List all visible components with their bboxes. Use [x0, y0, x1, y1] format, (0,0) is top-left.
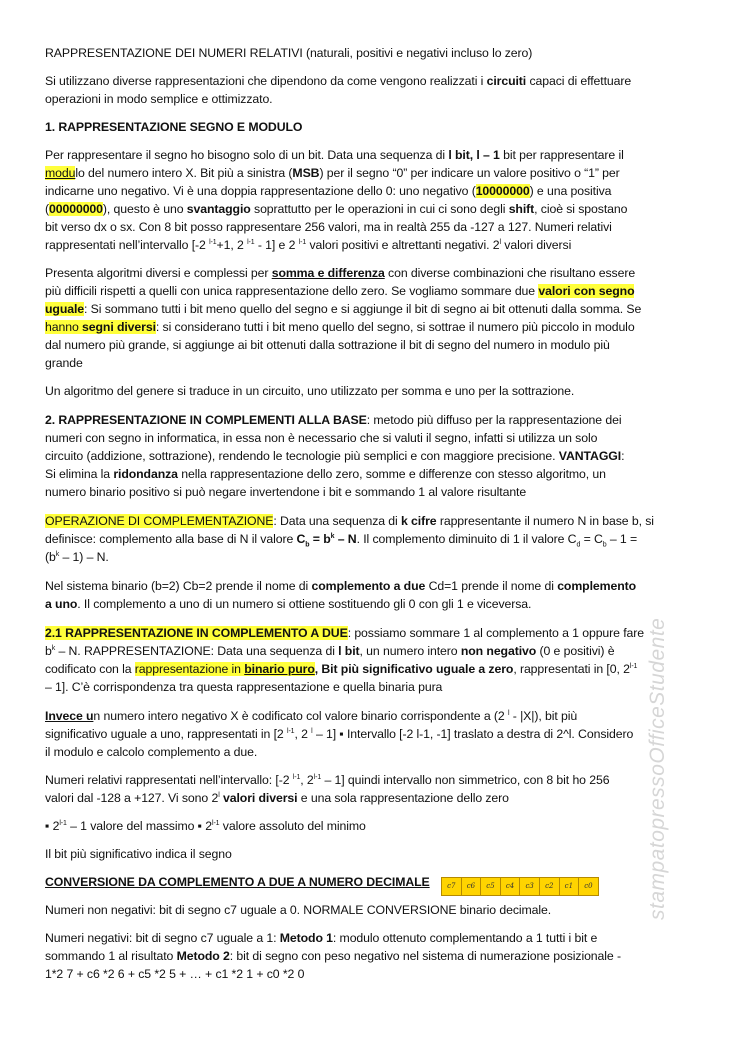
text-line: il modulo e calcolo complemento a due.	[45, 745, 258, 759]
paragraph-non-negativi: Numeri non negativi: bit di segno c7 uguale a 0. NORMALE CONVERSIONE binario decimale.	[45, 903, 552, 917]
section-heading-conversione: CONVERSIONE DA COMPLEMENTO A DUE A NUMERO DECIMALE	[45, 875, 430, 889]
text-line: 2.1 RAPPRESENTAZIONE IN COMPLEMENTO A DUE: possiamo sommare 1 al complemento a 1 oppure fare	[45, 626, 645, 640]
text-line: modulo del numero intero X. Bit più a sinistra (MSB) per il segno “0” per indicare un valore positivo o “1” per	[45, 166, 620, 180]
bit-cell: c1	[559, 878, 579, 895]
text-line: dal numero più grande, si aggiunge ai bit ottenuti dalla sottrazione il bit di segno del numero in modulo più	[45, 338, 610, 352]
text-line: definisce: complemento alla base di N il valore $C_b = b^k - N$. Il complemento diminuito di 1 il valore $C_d = C_b - 1$ =	[45, 532, 638, 549]
text-line: a uno. Il complemento a uno di un numero si ottiene sostituendo gli 0 con gli 1 e viceversa.	[45, 597, 532, 611]
text-line: $b^k$ – N. RAPPRESENTAZIONE: Data una sequenza di l bit, un numero intero non negativo (0 e positivi) è	[45, 644, 615, 658]
bit-cell: c4	[500, 878, 520, 895]
doc-title: RAPPRESENTAZIONE DEI NUMERI RELATIVI (naturali, positivi e negativi incluso lo zero)	[45, 46, 533, 60]
bit-table	[441, 877, 599, 896]
bit-cell: c5	[480, 878, 500, 895]
text-line: (00000000), questo è uno svantaggio soprattutto per le operazioni in cui ci sono degli shift, cioè si spostano	[45, 202, 628, 216]
text-line: 1*2 7 + c6 *2 6 + c5 *2 5 + … + c1 *2 1 + c0 *2 0	[45, 967, 305, 981]
text-line: 2. RAPPRESENTAZIONE IN COMPLEMENTI ALLA BASE: metodo più diffuso per la rappresentazione dei	[45, 413, 622, 427]
text-line: hanno segni diversi: si considerano tutti i bit meno quello del segno, si sottrae il numero più piccolo in modulo	[45, 320, 635, 334]
bit-cell: c7	[447, 882, 456, 890]
text-line: rappresentati nell’intervallo [-2 $^{l-1}$+1, 2 $^{l-1}$ - 1] e 2 $^{l-1}$ valori positivi e altrettanti negativi. 2$^l$ valori diversi	[45, 238, 572, 252]
text-line: valori dal -128 a +127. Vi sono 2$^l$ valori diversi e una sola rappresentazione dello zero	[45, 791, 509, 805]
text-line: Per rappresentare il segno ho bisogno solo di un bit. Data una sequenza di l bit, l – 1 bit per rappresentare il	[45, 148, 624, 162]
text-line: – 1]. C’è corrispondenza tra questa rappresentazione e quella binaria pura	[45, 680, 443, 694]
text-line: indicarne uno negativo. Vi è una doppia rappresentazione dello 0: uno negativo (10000000) e una positiva	[45, 184, 612, 198]
text-line: Presenta algoritmi diversi e complessi per somma e differenza con diverse combinazioni che risultano essere	[45, 266, 636, 280]
paragraph-msb: Il bit più significativo indica il segno	[45, 847, 232, 861]
text-line: sommando 1 al risultato Metodo 2: bit di segno con peso negativo nel sistema di numerazione posizionale -	[45, 949, 621, 963]
text-line: uguale: Si sommano tutti i bit meno quello del segno e si aggiunge il bit di segno ai bit ottenuti dalla somma. Se	[45, 302, 642, 316]
text-line: Invece un numero intero negativo X è codificato col valore binario corrispondente a (2 $^l$ - |X|), bit più	[45, 709, 578, 723]
bit-cell: c6	[461, 878, 481, 895]
text-line: codificato con la rappresentazione in binario puro, Bit più significativo uguale a zero, rappresentati in [0, 2$^{l-1}$	[45, 662, 638, 676]
text-line: grande	[45, 356, 83, 370]
bit-cell: c2	[539, 878, 559, 895]
text-line: numeri con segno in informatica, in essa non è necessario che si valuti il segno, infatti si utilizza un solo	[45, 431, 598, 445]
text-line: $(b^k - 1)$ – N.	[45, 550, 109, 564]
text-line: circuito (addizione, sottrazione), rendendo le tecnologie più semplici e con maggiore precisione. VANTAGGI:	[45, 449, 625, 463]
text-line: Numeri relativi rappresentati nell’intervallo: [-2 $^{l-1}$, 2$^{l-1}$ – 1] quindi intervallo non simmetrico, con 8 bit ho 256	[45, 773, 610, 787]
bit-cell: c3	[519, 878, 539, 895]
text-line: significativo uguale a uno, rappresentati in [2 $^{l-1}$, 2 $^l$ – 1] ▪ Intervallo [-2 l-1, -1] traslato a destra di 2^l. Considero	[45, 727, 634, 741]
section-heading-1: 1. RAPPRESENTAZIONE SEGNO E MODULO	[45, 120, 303, 134]
text-line: più difficili rispetti a quelli con unica rappresentazione dello zero. Se vogliamo sommare due valori con segno	[45, 284, 635, 298]
paragraph-circuito: Un algoritmo del genere si traduce in un circuito, uno utilizzato per somma e uno per la sottrazione.	[45, 384, 575, 398]
text-line: bit verso dx o sx. Con 8 bit posso rappresentare 256 valori, ma in realtà 255 da -127 a 127. Numeri relativi	[45, 220, 612, 234]
text-line: Numeri negativi: bit di segno c7 uguale a 1: Metodo 1: modulo ottenuto complementando a 1 tutti i bit e	[45, 931, 598, 945]
bit-cell: c0	[578, 878, 598, 895]
text-line: numero binario positivo si può negare invertendone i bit e sommando 1 al valore risultante	[45, 485, 527, 499]
watermark-text: stampatopressoOfficeStudente	[646, 617, 669, 920]
text-line: Si elimina la ridondanza nella rappresentazione dello zero, somme e differenze con stesso algoritmo, un	[45, 467, 606, 481]
paragraph-massimo-minimo: ▪ 2$^{l-1}$ – 1 valore del massimo ▪ 2$^{l-1}$ valore assoluto del minimo	[45, 819, 366, 833]
text-line: operazioni in modo semplice e ottimizzato.	[45, 92, 273, 106]
text-line: Nel sistema binario (b=2) Cb=2 prende il nome di complemento a due Cd=1 prende il nome di complemento	[45, 579, 637, 593]
text-line: OPERAZIONE DI COMPLEMENTAZIONE: Data una sequenza di k cifre rappresentante il numero N in base b, si	[45, 514, 654, 528]
text-line: Si utilizzano diverse rappresentazioni che dipendono da come vengono realizzati i circuiti capaci di effettuare	[45, 74, 632, 88]
